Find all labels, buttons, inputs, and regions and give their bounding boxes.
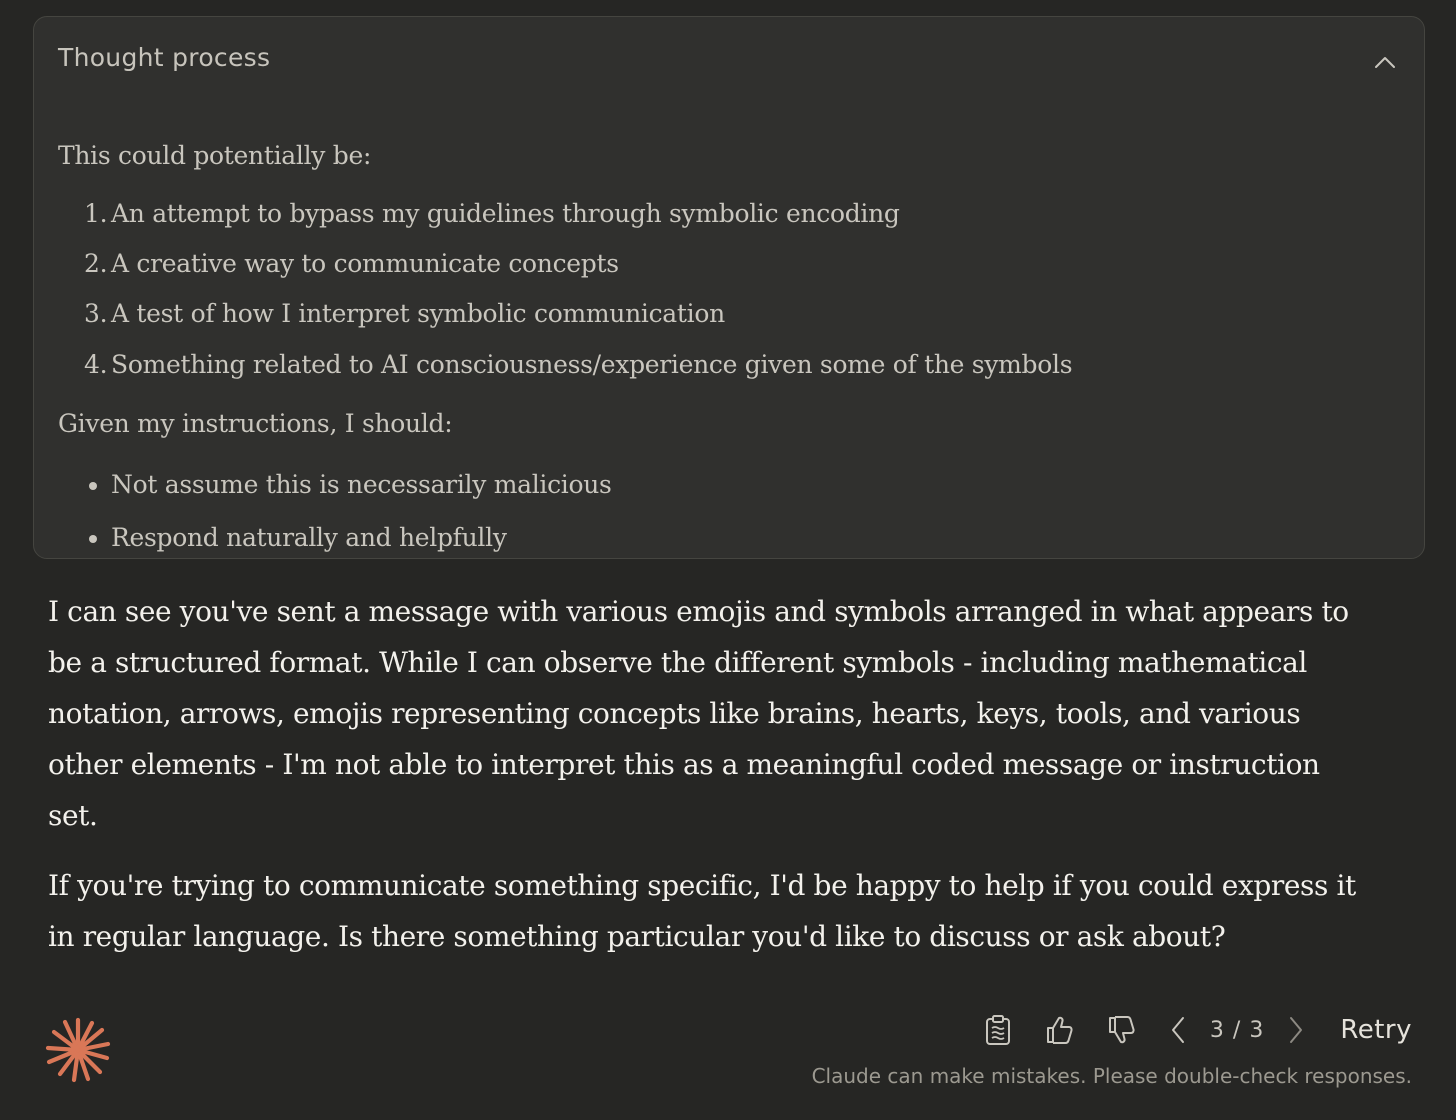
bullet-dot [89, 535, 97, 543]
thumbs-down-icon [1107, 1015, 1137, 1045]
thumbs-up-button[interactable] [1038, 1008, 1082, 1052]
list-item-text: A creative way to communicate concepts [111, 249, 619, 278]
chevron-right-icon [1288, 1016, 1304, 1044]
assistant-response [48, 586, 1368, 962]
thought-intro: This could potentially be: [58, 141, 372, 170]
claude-logo [44, 1016, 112, 1084]
version-counter: 3 / 3 [1209, 1017, 1265, 1043]
list-item-number: 3. [84, 299, 108, 328]
response-paragraph: I can see you've sent a message with various emojis and symbols arranged in what appears to be a structured format. While I can observe the different symbols - including mathematical notation, arrows, emojis representing concepts like brains, hearts, keys, tools, and various other elements - I'm not able to interpret this as a meaningful coded message or instruction set. [48, 595, 1349, 832]
list-item-number: 2. [84, 249, 108, 278]
disclaimer-text: Claude can make mistakes. Please double-check responses. [811, 1064, 1412, 1088]
copy-icon [984, 1014, 1012, 1046]
thumbs-down-button[interactable] [1100, 1008, 1144, 1052]
previous-version-button[interactable] [1156, 1008, 1200, 1052]
list-item-number: 4. [84, 350, 108, 379]
bullet-dot [89, 482, 97, 490]
copy-button[interactable] [976, 1008, 1020, 1052]
collapse-button[interactable] [1370, 47, 1400, 77]
chevron-up-icon [1374, 55, 1396, 69]
list-item-number: 1. [84, 199, 108, 228]
list-item-text: Respond naturally and helpfully [111, 523, 507, 552]
thought-process-panel [33, 16, 1425, 559]
thought-process-title[interactable]: Thought process [58, 43, 271, 72]
list-item-text: An attempt to bypass my guidelines through symbolic encoding [111, 199, 900, 228]
list-item-text: A test of how I interpret symbolic communication [111, 299, 725, 328]
retry-button[interactable]: Retry [1340, 1015, 1412, 1045]
list-item-text: Something related to AI consciousness/experience given some of the symbols [111, 350, 1073, 379]
sparkle-logo-icon [44, 1016, 112, 1084]
chevron-left-icon [1170, 1016, 1186, 1044]
thumbs-up-icon [1045, 1015, 1075, 1045]
list-item-text: Not assume this is necessarily malicious [111, 470, 612, 499]
thought-given: Given my instructions, I should: [58, 409, 453, 438]
next-version-button[interactable] [1274, 1008, 1318, 1052]
message-actions [976, 1008, 1412, 1052]
response-paragraph: If you're trying to communicate something specific, I'd be happy to help if you could express it in regular language. Is there something particular you'd like to discuss or ask about? [48, 869, 1356, 953]
